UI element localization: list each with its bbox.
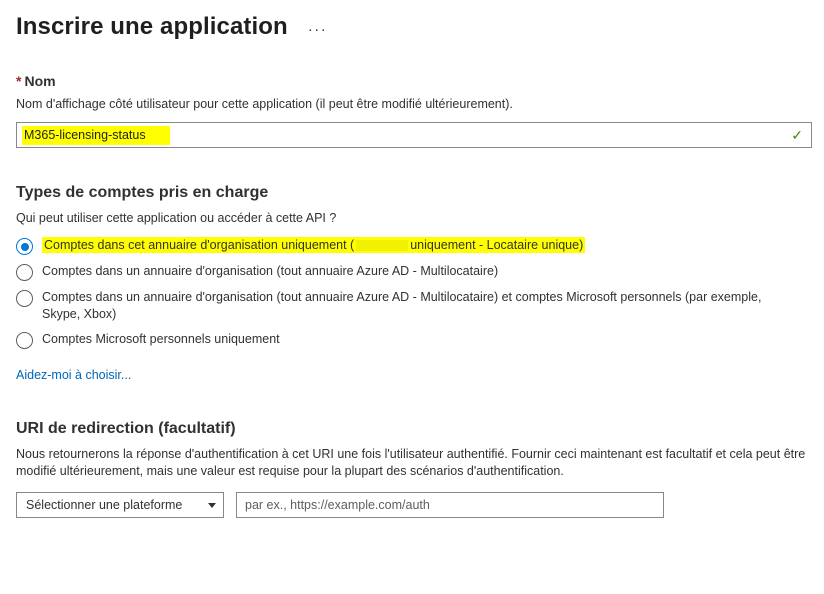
radio-option-multitenant-and-personal[interactable] <box>16 289 808 323</box>
radio-option-label[interactable]: Comptes dans un annuaire d'organisation (tout annuaire Azure AD - Multilocataire) <box>42 264 499 278</box>
required-marker: * <box>16 73 22 89</box>
account-types-section <box>16 182 808 384</box>
chevron-down-icon <box>208 503 216 508</box>
name-section <box>16 72 808 148</box>
radio-option-personal-only[interactable] <box>16 331 808 349</box>
redirect-uri-description: Nous retournerons la réponse d'authentification à cet URI une fois l'utilisateur authentifié. Fournir ceci maintenant est facultatif et cela peut être modifié ultérieurement, mais une valeur est requise pour la plupart des scénarios d'authentification. <box>16 447 806 478</box>
redirect-uri-heading: URI de redirection (facultatif) <box>16 420 236 437</box>
page-header <box>16 10 808 44</box>
radio-label-start: Comptes dans cet annuaire d'organisation uniquement ( <box>44 238 355 252</box>
radio-icon[interactable] <box>16 290 33 307</box>
valid-check-icon: ✓ <box>791 127 803 143</box>
redirect-uri-inputs <box>16 492 808 518</box>
radio-icon[interactable] <box>16 238 33 255</box>
platform-select[interactable] <box>16 492 224 518</box>
name-label-text: Nom <box>24 73 56 89</box>
account-types-radio-group <box>16 237 808 349</box>
radio-label-end: uniquement - Locataire unique) <box>410 238 584 252</box>
help-me-choose-link[interactable]: Aidez-moi à choisir... <box>16 368 132 382</box>
radio-option-single-tenant[interactable] <box>16 237 808 255</box>
redacted-tenant-name <box>356 240 408 251</box>
radio-option-label[interactable]: Comptes Microsoft personnels uniquement <box>42 332 280 346</box>
name-field-label <box>16 72 808 90</box>
radio-option-label[interactable] <box>42 237 585 254</box>
account-types-heading: Types de comptes pris en charge <box>16 184 269 201</box>
radio-option-label[interactable]: Comptes dans un annuaire d'organisation (tout annuaire Azure AD - Multilocataire) et comptes Microsoft personnels (par exemple, Skype, Xbox) <box>42 290 762 321</box>
account-types-question: Qui peut utiliser cette application ou accéder à cette API ? <box>16 211 337 225</box>
radio-icon[interactable] <box>16 264 33 281</box>
redirect-uri-section <box>16 418 808 518</box>
name-input[interactable] <box>22 126 170 145</box>
platform-select-value: Sélectionner une plateforme <box>26 497 183 512</box>
name-description: Nom d'affichage côté utilisateur pour cette application (il peut être modifié ultérieurement). <box>16 97 513 111</box>
redirect-uri-input-wrapper[interactable] <box>236 492 664 518</box>
name-input-wrapper[interactable] <box>16 122 812 148</box>
more-actions-icon[interactable]: ··· <box>307 21 328 38</box>
page-title: Inscrire une application <box>16 13 288 40</box>
radio-option-multitenant[interactable] <box>16 263 808 281</box>
redirect-uri-input[interactable] <box>237 497 663 514</box>
radio-icon[interactable] <box>16 332 33 349</box>
